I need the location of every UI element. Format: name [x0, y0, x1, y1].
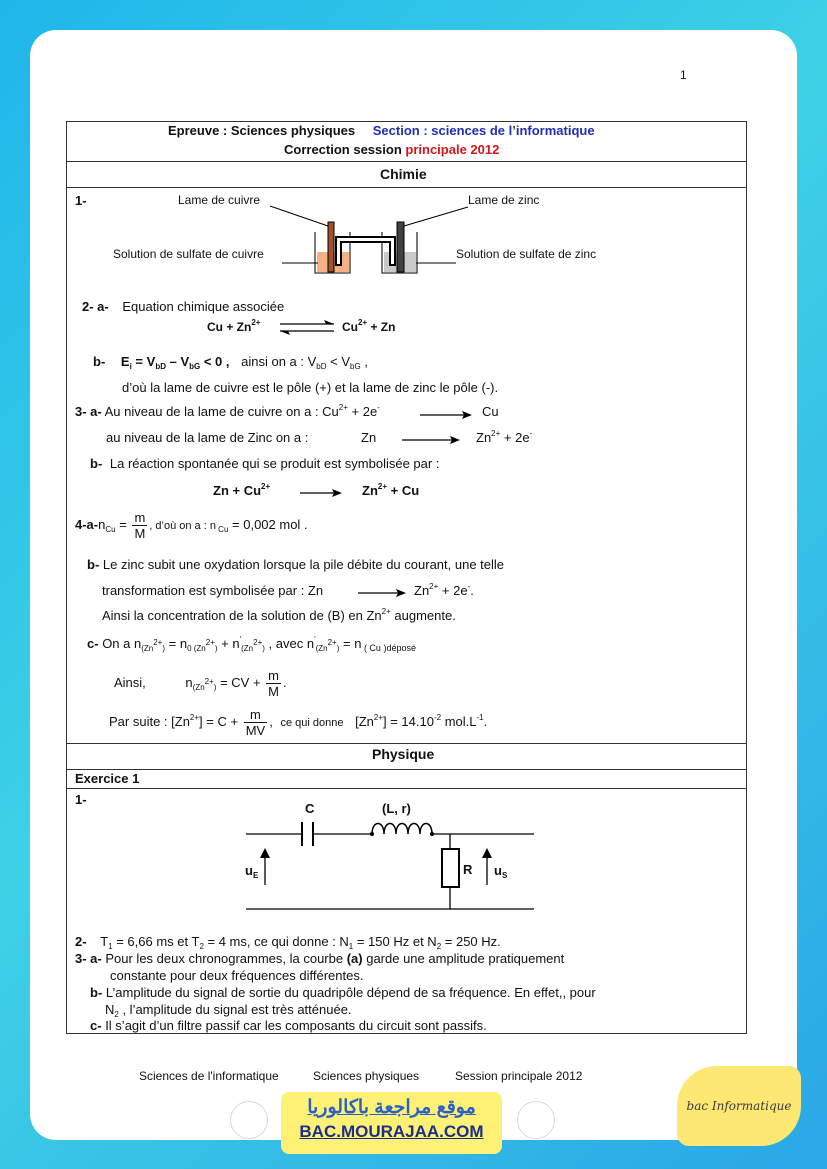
c-c: + n — [217, 636, 240, 651]
logo-icon — [230, 1101, 268, 1139]
physique-q3b-line1 — [90, 985, 596, 1000]
c-close-3: ) — [262, 644, 265, 653]
q3a-curve: (a) — [346, 951, 363, 966]
q3c-label: c- — [90, 1018, 102, 1033]
q3a-zn: Zn — [361, 430, 377, 445]
c-close-2: ) — [214, 644, 218, 653]
q3a-sup: 2+ — [338, 403, 348, 412]
arrowhead — [260, 848, 270, 858]
emf-sub: i — [129, 362, 132, 371]
us-u: u — [494, 863, 502, 878]
comma: , — [360, 354, 368, 369]
suite-b: ] = C + — [199, 713, 239, 729]
footer-right: Session principale 2012 — [455, 1069, 583, 1083]
ainsi-dot: . — [283, 674, 287, 690]
q4b-text1: Le zinc subit une oxydation lorsque la pile débite du courant, une telle — [102, 557, 505, 572]
zn2-minus: - — [529, 429, 533, 438]
q3a-text: Au niveau de la lame de cuivre on a : Cu — [104, 404, 339, 419]
q3b-label: b- — [90, 985, 103, 1000]
emf-symbol: E — [120, 354, 130, 369]
physique-q3a-line1 — [75, 951, 564, 966]
q4a-label: 4-a- — [75, 516, 99, 532]
q2b-line2: d’où la lame de cuivre est le pôle (+) et la lame de zinc le pôle (-). — [122, 380, 499, 395]
q4b-end3: augmente. — [390, 608, 456, 623]
c-prime-2: ' — [314, 635, 316, 644]
watermark-banner[interactable] — [281, 1092, 502, 1154]
q4a-rest: , d’où on a : n — [149, 519, 216, 532]
physique-q1-label: 1- — [75, 792, 87, 807]
physique-q2-line — [75, 934, 501, 949]
output-voltage-label — [494, 863, 507, 878]
t-sym: T — [100, 934, 109, 949]
physique-q3c-line — [90, 1018, 487, 1033]
q3a-label: 3- a- — [75, 951, 102, 966]
n2-val: = 250 Hz. — [441, 934, 501, 949]
n1-val: = 150 Hz et N — [353, 934, 437, 949]
c-zn-sup-2: 2+ — [205, 638, 215, 647]
c-zn-sup-4: 2+ — [327, 638, 337, 647]
emf-eq: = V — [131, 354, 156, 369]
ue-sub: E — [252, 871, 259, 880]
eq-right-sup: 2+ — [377, 482, 388, 491]
ainsi-zn-sub: (Zn — [192, 682, 205, 692]
section-value: sciences de l’informatique — [431, 123, 595, 138]
ainsi-close: ) — [213, 682, 217, 692]
resistor-label: R — [463, 862, 473, 877]
result-end: . — [483, 713, 488, 729]
watermark-url[interactable]: BAC.MOURAJAA.COM — [299, 1122, 484, 1141]
c-zn-sub-2: (Zn — [193, 644, 206, 653]
q2a-text: Equation chimique associée — [122, 299, 285, 314]
lt-text: < V — [326, 354, 351, 369]
arrowhead — [482, 848, 492, 858]
eq-left-sup: 2+ — [261, 482, 271, 491]
us-sub: S — [501, 871, 508, 880]
q3a-line2: au niveau de la lame de Zinc on a : — [106, 430, 309, 445]
q3c-text: Il s’agit d’un filtre passif car les composants du circuit sont passifs. — [105, 1018, 487, 1033]
physique-title: Physique — [372, 746, 435, 762]
t2-val: = 4 ms, ce qui donne : N — [203, 934, 349, 949]
q3a-end: garde une amplitude pratiquement — [362, 951, 565, 966]
emf-lt0: < 0 , — [200, 354, 230, 369]
coil-label: (L, r) — [382, 801, 411, 816]
n-sym: N — [105, 1002, 115, 1017]
c-zn-sub: (Zn — [141, 644, 154, 653]
q2b-label: b- — [93, 354, 106, 369]
resistor — [442, 849, 459, 887]
ainsi-n: n — [185, 674, 193, 690]
eq-right-end: + Zn — [367, 320, 396, 334]
exam-title: Epreuve : Sciences physiques — [168, 123, 356, 138]
c-zn-sub-3: (Zn — [241, 644, 254, 653]
q1-label: 1- — [75, 193, 87, 208]
vbd-sub-2: bD — [316, 362, 327, 371]
frac-den: M — [134, 526, 146, 541]
vbg-sub: bG — [189, 362, 201, 371]
capacitor-label: C — [305, 801, 315, 816]
n-sub: 2 — [114, 1010, 119, 1019]
zn-end: + 2e — [438, 583, 468, 598]
q4c-label: c- — [87, 636, 99, 651]
eq-left: Zn + Cu — [213, 483, 262, 498]
c-depose: ( Cu )déposé — [361, 643, 416, 653]
q4b-sup3: 2+ — [381, 607, 391, 616]
label-copper-plate: Lame de cuivre — [178, 193, 261, 207]
zn2-2e: + 2e — [500, 430, 530, 445]
eq-left-sup: 2+ — [251, 318, 261, 327]
logo-icon — [517, 1101, 555, 1139]
eq-right-text: Cu — [342, 320, 358, 334]
physique-q3a-line2: constante pour deux fréquences différentes. — [110, 968, 364, 983]
suite-sup: 2+ — [189, 712, 200, 722]
vbd-sub: bD — [155, 362, 166, 371]
label-zinc-solution: Solution de sulfate de zinc — [456, 247, 597, 261]
c-a: On a n — [102, 636, 142, 651]
q3a-minus: - — [377, 403, 380, 412]
q4b-label: b- — [87, 557, 100, 572]
result-unit-exp: -1 — [476, 712, 484, 722]
n1-sub: 1 — [348, 942, 354, 951]
c-zn-sup-3: 2+ — [253, 638, 263, 647]
result-exp: -2 — [433, 712, 442, 722]
n-symbol: n — [98, 516, 106, 532]
watermark-arabic: موقع مراجعة باكالوريا — [307, 1097, 476, 1118]
q3b-line2-text: , l’amplitude du signal est très atténuée. — [118, 1002, 352, 1017]
zn-sup: 2+ — [429, 582, 439, 591]
result-sup: 2+ — [373, 712, 383, 722]
eq-left-text: Cu + Zn — [207, 320, 252, 334]
ainsi-label: Ainsi, — [114, 674, 146, 690]
zn-text: Zn — [414, 583, 430, 598]
input-voltage-label — [245, 863, 258, 878]
ue-u: u — [245, 863, 253, 878]
exercise-title: Exercice 1 — [75, 771, 140, 786]
q3b-label: b- — [90, 456, 103, 471]
frac-den: MV — [245, 723, 266, 738]
frac-den: M — [268, 684, 279, 699]
physique-q2-label: 2- — [75, 934, 87, 949]
n2-sub: 2 — [436, 942, 442, 951]
chimie-title: Chimie — [380, 166, 427, 182]
frac-num: m — [244, 707, 268, 723]
suite-text: Par suite : [Zn — [109, 713, 190, 729]
dot: . — [470, 583, 474, 598]
physique-q3b-line2 — [105, 1002, 352, 1017]
ainsi-zn-sup: 2+ — [204, 676, 214, 686]
c-e: = n — [339, 636, 362, 651]
q4a-value: = 0,002 mol . — [228, 516, 308, 532]
node — [370, 832, 374, 836]
eq-right: Zn — [362, 483, 378, 498]
zn2-text: Zn — [476, 430, 492, 445]
q3b-text: La réaction spontanée qui se produit est symbolisée par : — [109, 456, 440, 471]
section-label: Section : — [372, 123, 428, 138]
vbg-sub-2: bG — [350, 362, 361, 371]
correction-label: Correction session — [284, 142, 402, 157]
ainsi-cv: = CV + — [216, 674, 261, 690]
suite-comma: , — [269, 713, 273, 729]
c-close-4: ) — [336, 644, 340, 653]
frac-num: m — [134, 510, 146, 525]
q4a-rest-sub: Cu — [215, 524, 229, 534]
ainsi-text: ainsi on a : V — [241, 354, 317, 369]
q4b-text3: Ainsi la concentration de la solution de (B) en Zn — [102, 608, 382, 623]
c-zn-sub-4: (Zn — [315, 644, 328, 653]
c-zn-sup: 2+ — [153, 638, 163, 647]
footer-middle: Sciences physiques — [313, 1069, 420, 1083]
bac-informatique-badge: bac Informatique — [677, 1066, 801, 1146]
q3a-text: Pour les deux chronogrammes, la courbe — [105, 951, 347, 966]
label-copper-solution: Solution de sulfate de cuivre — [113, 247, 264, 261]
q3a-cu: Cu — [482, 404, 499, 419]
footer-left: Sciences de l'informatique — [139, 1069, 279, 1083]
q3a-label: 3- a- — [75, 404, 102, 419]
result-unit: mol.L — [441, 713, 477, 729]
donne-text: ce qui donne — [280, 716, 344, 729]
coil — [372, 824, 432, 835]
eq-right-sup: 2+ — [358, 318, 368, 327]
t1-sub: 1 — [108, 942, 113, 951]
q3a-plus: + 2e — [347, 404, 378, 419]
result-a: [Zn — [355, 713, 374, 729]
t2-sub: 2 — [199, 942, 204, 951]
eq-right-end: + Cu — [387, 483, 420, 498]
label-zinc-plate: Lame de zinc — [468, 193, 540, 207]
c-zero: 0 — [187, 644, 192, 653]
electron-sup: - — [467, 582, 471, 591]
q2a-label: 2- a- — [82, 299, 109, 314]
page-number: 1 — [680, 68, 687, 82]
result-b: ] = 14.10 — [383, 713, 434, 729]
eq-sign: = — [115, 516, 127, 532]
c-b: = n — [165, 636, 188, 651]
q3b-text: L’amplitude du signal de sortie du quadripôle dépend de sa fréquence. En effet,, pour — [105, 985, 596, 1000]
zn2-sup: 2+ — [491, 429, 501, 438]
c-close: ) — [162, 644, 166, 653]
n-sub: Cu — [105, 524, 116, 534]
frac-num: m — [268, 668, 279, 683]
t1-val: = 6,66 ms et T — [112, 934, 200, 949]
emf-minus: – V — [165, 354, 190, 369]
q4b-line2: transformation est symbolisée par : Zn — [102, 583, 324, 598]
c-d: , avec n — [264, 636, 315, 651]
c-prime: ' — [239, 635, 242, 644]
session-label: principale 2012 — [405, 142, 500, 157]
